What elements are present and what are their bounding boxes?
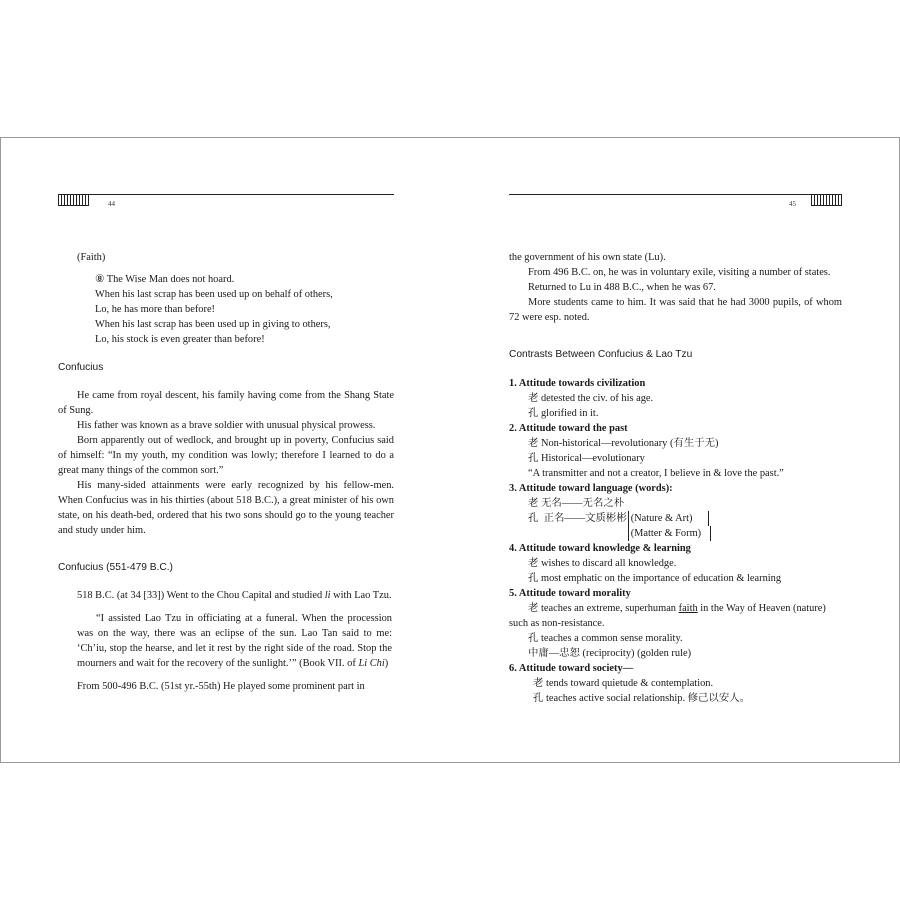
- header-tick-ornament: [58, 195, 91, 206]
- section-heading: Confucius: [58, 362, 104, 373]
- contrast-line: 老 teaches an extreme, superhuman faith in the Way of Heaven (nature) such as non-resistance.: [509, 603, 826, 629]
- contrast-line: 老 detested the civ. of his age.: [528, 393, 654, 404]
- section-heading: Confucius (551-479 B.C.): [58, 562, 173, 573]
- verse-line: Lo, he has more than before!: [95, 304, 216, 315]
- contrast-line: 老 tends toward quietude & contemplation.: [533, 678, 714, 689]
- block-quote: “I assisted Lao Tzu in officiating at a funeral. When the procession was on the way, there was an eclipse of the sun. Lao Tan said to me: ‘Ch’iu, stop the hearse, and let it rest by the right side of the road. Stop the mourners and wait for the recovery of the sunlight.’” (Book VII. of Li Chi): [77, 613, 392, 669]
- section-heading: Contrasts Between Confucius & Lao Tzu: [509, 349, 693, 360]
- contrast-line: 孔 teaches a common sense morality.: [528, 633, 683, 644]
- contrast-line: 孔 glorified in it.: [528, 408, 599, 419]
- paragraph: His father was known as a brave soldier with unusual physical prowess.: [77, 420, 376, 431]
- contrast-title: 3. Attitude toward language (words):: [509, 483, 673, 494]
- page-number: 44: [108, 200, 115, 208]
- paragraph: His many-sided attainments were early recognized by his fellow-men. When Confucius was in his thirties (about 518 B.C.), a great minister of his own state, on his death-bed, ordered that his two sons should go to the young teacher and study under him.: [58, 480, 394, 536]
- book-spread: [0, 137, 900, 763]
- contrast-line: 老 Non-historical—revolutionary (有生于无): [528, 438, 719, 449]
- paragraph: Returned to Lu in 488 B.C., when he was 67.: [528, 282, 716, 293]
- brace-block: [509, 511, 842, 541]
- paragraph: From 496 B.C. on, he was in voluntary exile, visiting a number of states.: [528, 267, 831, 278]
- paragraph: the government of his own state (Lu).: [509, 252, 666, 263]
- left-page: [1, 138, 451, 763]
- contrast-line: “A transmitter and not a creator, I believe in & love the past.”: [528, 468, 784, 479]
- verse-line: Lo, his stock is even greater than before!: [95, 334, 265, 345]
- contrast-line: 孔 Historical—evolutionary: [528, 453, 645, 464]
- faith-label: (Faith): [77, 252, 106, 263]
- contrast-line: 孔 teaches active social relationship. 修己以安人。: [533, 693, 750, 704]
- contrast-line: 孔 most emphatic on the importance of education & learning: [528, 573, 782, 584]
- contrast-title: 1. Attitude towards civilization: [509, 378, 646, 389]
- contrast-line: 孔 正名——文质彬彬: [528, 513, 627, 524]
- contrast-line: 中庸—忠恕 (reciprocity) (golden rule): [528, 648, 692, 659]
- contrast-line: 老 wishes to discard all knowledge.: [528, 558, 677, 569]
- left-page-content: [58, 250, 394, 694]
- verse-line: When his last scrap has been used up in giving to others,: [95, 319, 331, 330]
- brace-item: (Matter & Form): [630, 528, 702, 539]
- verse-line: When his last scrap has been used up on behalf of others,: [95, 289, 333, 300]
- paragraph: More students came to him. It was said that he had 3000 pupils, of whom 72 were esp. noted.: [509, 297, 842, 323]
- verse-line: ⑧ The Wise Man does not hoard.: [95, 274, 235, 285]
- contrast-title: 6. Attitude toward society—: [509, 663, 634, 674]
- timeline-entry: From 500-496 B.C. (51st yr.-55th) He played some prominent part in: [77, 681, 365, 692]
- right-page: [451, 138, 900, 763]
- header-tick-ornament: [811, 195, 844, 206]
- timeline-entry: 518 B.C. (at 34 [33]) Went to the Chou Capital and studied li with Lao Tzu.: [77, 590, 392, 601]
- contrast-title: 5. Attitude toward morality: [509, 588, 631, 599]
- brace-item: (Nature & Art): [630, 513, 693, 524]
- right-page-content: [509, 250, 842, 706]
- page-number: 45: [789, 200, 796, 208]
- paragraph: He came from royal descent, his family having come from the Shang State of Sung.: [58, 390, 394, 416]
- paragraph: Born apparently out of wedlock, and brought up in poverty, Confucius said of himself: “In my youth, my condition was lowly; therefore I learned to do a great many things of the common sort.”: [58, 435, 394, 476]
- contrast-title: 2. Attitude toward the past: [509, 423, 628, 434]
- header-rule: [58, 194, 394, 195]
- header-rule: [509, 194, 842, 195]
- contrast-title: 4. Attitude toward knowledge & learning: [509, 543, 691, 554]
- contrast-line: 老 无名——无名之朴: [528, 498, 625, 509]
